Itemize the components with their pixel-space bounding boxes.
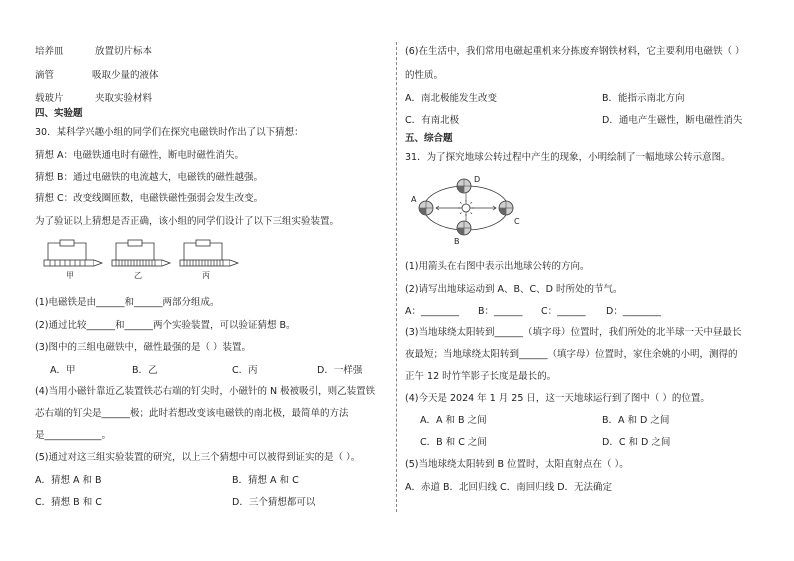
earth-icon <box>457 221 471 235</box>
option-c: C．B 和 C 之间 <box>420 437 487 448</box>
sub-question-3-line3: 正午 12 时竹竿影子长度是最长的。 <box>405 371 557 382</box>
sub-question-5: (5)当地球绕太阳转到 B 位置时，太阳直射点在（ ）。 <box>405 459 629 470</box>
option-b: B．能指示南北方向 <box>602 93 685 104</box>
sub-question-3-line2: 夜最短；当地球绕太阳转到______（填字母）位置时，家住余姚的小明，测得的 <box>405 349 738 360</box>
left-column <box>0 0 396 561</box>
option-a: A．A 和 B 之间 <box>420 415 487 426</box>
figure-label-bing: 丙 <box>202 271 210 280</box>
electromagnet-jia <box>44 240 102 280</box>
question-5: (5)通过对这三组实验装置的研究，以上三个猜想中可以被得到证实的是（ ）。 <box>35 452 361 463</box>
option-a: A．甲 <box>50 365 76 376</box>
orbit-label-d: D <box>474 175 481 184</box>
question-intro: 31．为了探究地球公转过程中产生的现象，小明绘制了一幅地球公转示意图。 <box>405 152 731 163</box>
sub-question-3-line1: (3)当地球绕太阳转到______（填字母）位置时，我们所处的北半球一天中昼最长 <box>405 327 742 338</box>
hypothesis-b: 猜想 B：通过电磁铁的电流越大，电磁铁的磁性越强。 <box>35 172 264 183</box>
option-b: B．A 和 D 之间 <box>602 415 670 426</box>
option-c: C．有南北极 <box>405 115 460 126</box>
section-heading: 五、综合题 <box>405 133 453 144</box>
question-3: (3)图中的三组电磁铁中，磁性最强的是（ ）装置。 <box>35 342 251 353</box>
option-c: C．猜想 B 和 C <box>35 497 102 508</box>
question-1: (1)电磁铁是由______和______两部分组成。 <box>35 297 220 308</box>
electromagnet-bing <box>180 240 238 280</box>
option-b: B．猜想 A 和 C <box>232 475 299 486</box>
verify-text: 为了验证以上猜想是否正确，该小组的同学们设计了以下三组实验装置。 <box>35 216 340 227</box>
option-d: D．通电产生磁性，断电磁性消失 <box>602 115 743 126</box>
question-4-line3: 是____________。 <box>35 430 112 441</box>
sub-question-1: (1)用箭头在右图中表示出地球公转的方向。 <box>405 261 590 272</box>
table-row-use: 放置切片标本 <box>95 46 153 57</box>
section-heading: 四、实验题 <box>35 108 83 119</box>
table-row-use: 吸取少量的液体 <box>92 70 159 81</box>
sub-question-2: (2)请写出地球运动到 A、B、C、D 时所处的节气。 <box>405 284 623 295</box>
question-4-line2: 芯右端的钉尖是______极；此时若想改变该电磁铁的南北极，最简单的方法 <box>35 408 349 419</box>
figure-label-yi: 乙 <box>134 271 142 280</box>
sub-question-4: (4)今天是 2024 年 1 月 25 日，这一天地球运行到了图中（ ）的位置。 <box>405 393 710 404</box>
option-d: D．一样强 <box>317 365 363 376</box>
blank-d: D：________ <box>606 306 661 317</box>
sub-question-5-options: A．赤道 B．北回归线 C．南回归线 D．无法确定 <box>405 482 613 493</box>
hypothesis-c: 猜想 C：改变线圈匝数，电磁铁磁性强弱会发生改变。 <box>35 193 264 204</box>
option-b: B．乙 <box>132 365 158 376</box>
figure-label-jia: 甲 <box>66 271 74 280</box>
column-divider <box>396 42 397 512</box>
question-6-line2: 的性质。 <box>405 70 444 81</box>
option-d: D．三个猜想都可以 <box>232 497 316 508</box>
option-a: A．猜想 A 和 B <box>35 475 102 486</box>
table-row-tool: 滴管 <box>35 70 55 81</box>
table-row-use: 夹取实验材料 <box>95 93 153 104</box>
blank-b: B：______ <box>478 306 523 317</box>
earth-icon <box>457 179 471 193</box>
earth-icon <box>419 201 433 215</box>
table-row-tool: 培养皿 <box>35 46 64 57</box>
question-6-line1: (6)在生活中，我们常用电磁起重机来分拣废弃钢铁材料，它主要利用电磁铁（ ） <box>405 46 745 57</box>
electromagnet-figure <box>40 236 250 286</box>
option-a: A．南北极能发生改变 <box>405 93 497 104</box>
right-column <box>398 0 794 561</box>
hypothesis-a: 猜想 A：电磁铁通电时有磁性，断电时磁性消失。 <box>35 150 245 161</box>
blank-a: A：________ <box>405 306 459 317</box>
orbit-label-b: B <box>454 237 460 246</box>
question-2: (2)通过比较______和______两个实验装置，可以验证猜想 B。 <box>35 320 296 331</box>
orbit-label-c: C <box>514 217 520 226</box>
question-intro: 30．某科学兴趣小组的同学们在探究电磁铁时作出了以下猜想： <box>35 127 304 138</box>
earth-icon <box>499 201 513 215</box>
question-4-line1: (4)当用小磁针靠近乙装置铁芯右端的钉尖时，小磁针的 N 极被吸引，则乙装置铁 <box>35 386 376 397</box>
electromagnet-yi <box>112 240 170 280</box>
orbit-label-a: A <box>411 195 417 204</box>
table-row-tool: 载玻片 <box>35 93 64 104</box>
orbit-diagram <box>408 168 528 248</box>
blank-c: C：______ <box>541 306 586 317</box>
option-d: D．C 和 D 之间 <box>602 437 671 448</box>
option-c: C．丙 <box>232 365 258 376</box>
